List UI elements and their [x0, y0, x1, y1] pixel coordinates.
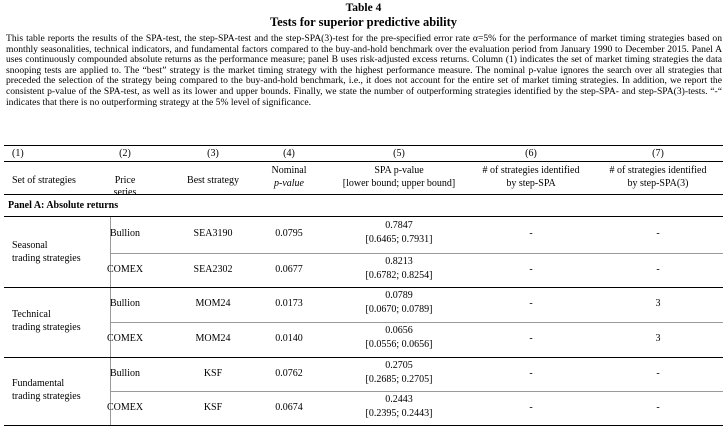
cell-bounds: [0.2395; 0.2443] — [365, 408, 433, 419]
rule-group — [4, 357, 723, 358]
header-price: Price series — [113, 175, 137, 198]
cell-price: COMEX — [106, 402, 144, 413]
col-number-5: (5) — [393, 148, 405, 159]
header-set: Set of strategies — [12, 175, 76, 186]
rule-group — [4, 287, 723, 288]
cell-nominal: 0.0762 — [275, 368, 303, 379]
grid-line — [110, 322, 723, 323]
cell-step: - — [529, 264, 533, 275]
cell-best: KSF — [203, 368, 223, 379]
cell-nominal: 0.0677 — [275, 264, 303, 275]
cell-price: Bullion — [109, 298, 140, 309]
cell-best: SEA2302 — [193, 264, 233, 275]
grid-line — [110, 391, 723, 392]
cell-price: Bullion — [109, 368, 140, 379]
header-stepspa3-2: by step-SPA(3) — [627, 178, 689, 189]
col-number-3: (3) — [207, 148, 219, 159]
table-title: Tests for superior predictive ability — [269, 15, 458, 29]
grid-line — [110, 253, 723, 254]
group-name: trading strategies — [12, 253, 81, 264]
header-nominal-2: p-value — [274, 178, 304, 189]
rule-header-top — [4, 161, 723, 162]
col-number-6: (6) — [525, 148, 537, 159]
header-stepspa-2: by step-SPA — [506, 178, 556, 189]
cell-spa: 0.7847 — [385, 220, 413, 231]
cell-best: SEA3190 — [193, 228, 233, 239]
cell-bounds: [0.0670; 0.0789] — [365, 304, 433, 315]
cell-price: COMEX — [106, 333, 144, 344]
col-number-7: (7) — [652, 148, 664, 159]
cell-spa: 0.0789 — [385, 290, 413, 301]
cell-step: - — [529, 368, 533, 379]
cell-price: COMEX — [106, 264, 144, 275]
cell-bounds: [0.6465; 0.7931] — [365, 234, 433, 245]
header-spa-2: [lower bound; upper bound] — [342, 178, 456, 189]
cell-step3: - — [656, 402, 660, 413]
cell-best: KSF — [203, 402, 223, 413]
rule-top — [4, 145, 723, 146]
cell-bounds: [0.2685; 0.2705] — [365, 374, 433, 385]
cell-best: MOM24 — [195, 298, 231, 309]
header-nominal-1: Nominal — [271, 165, 307, 176]
table-label: Table 4 — [345, 2, 382, 14]
cell-step3: - — [656, 368, 660, 379]
group-name: trading strategies — [12, 391, 81, 402]
cell-nominal: 0.0795 — [275, 228, 303, 239]
cell-step3: - — [656, 228, 660, 239]
header-best: Best strategy — [187, 175, 239, 186]
cell-step3: 3 — [655, 333, 661, 344]
col-number-1: (1) — [12, 148, 24, 159]
cell-spa: 0.0656 — [385, 325, 413, 336]
group-name: trading strategies — [12, 322, 81, 333]
group-name: Seasonal — [12, 240, 48, 251]
group-name: Fundamental — [12, 378, 65, 389]
rule-header-bottom — [4, 194, 723, 195]
cell-step: - — [529, 333, 533, 344]
cell-step: - — [529, 228, 533, 239]
cell-step: - — [529, 402, 533, 413]
rule-bottom — [4, 425, 723, 426]
cell-nominal: 0.0674 — [275, 402, 303, 413]
header-spa-1: SPA p-value — [374, 165, 424, 176]
cell-nominal: 0.0140 — [275, 333, 303, 344]
cell-spa: 0.2705 — [385, 360, 413, 371]
group-name: Technical — [12, 309, 51, 320]
cell-step3: 3 — [655, 298, 661, 309]
cell-step: - — [529, 298, 533, 309]
col-number-2: (2) — [119, 148, 131, 159]
rule-panel-a — [4, 216, 723, 217]
cell-bounds: [0.0556; 0.0656] — [365, 339, 433, 350]
panel-a-label: Panel A: Absolute returns — [8, 200, 119, 211]
table-caption: This table reports the results of the SPA-test, the step-SPA-test and the step-SPA(3)-test for the pre-specified error rate α=5% for the performance of market timing strategies based on monthly seasonalities, technical indicators, and fundamental factors compared to the buy-and-hold benchmark over the evaluation period from January 1990 to December 2015. Panel A uses continuously compounded absolute returns as the performance measure; panel B uses risk-adjusted excess returns. Column (1) indicates the set of market timing strategies the data snooping tests are applied to. The “best” strategy is the market timing strategy with the highest performance measure. The nominal p-value ignores the search over all strategies that preceded the selection of the strategy being compared to the buy-and-hold benchmark, i.e., it does not account for the entire set of market timing strategies. In addition, we report the consistent p-value of the SPA-test, as well as its lower and upper bounds. Finally, we state the number of outperforming strategies identified by the step-SPA- and step-SPA(3)-tests. “-“ indicates that there is no outperforming strategy at the 5% level of significance. — [6, 33, 722, 108]
cell-price: Bullion — [109, 228, 140, 239]
cell-step3: - — [656, 264, 660, 275]
cell-best: MOM24 — [195, 333, 231, 344]
col-number-4: (4) — [283, 148, 295, 159]
header-stepspa-1: # of strategies identified — [482, 165, 580, 176]
cell-bounds: [0.6782; 0.8254] — [365, 270, 433, 281]
cell-spa: 0.8213 — [385, 256, 413, 267]
cell-spa: 0.2443 — [385, 394, 413, 405]
header-stepspa3-1: # of strategies identified — [609, 165, 707, 176]
cell-nominal: 0.0173 — [275, 298, 303, 309]
